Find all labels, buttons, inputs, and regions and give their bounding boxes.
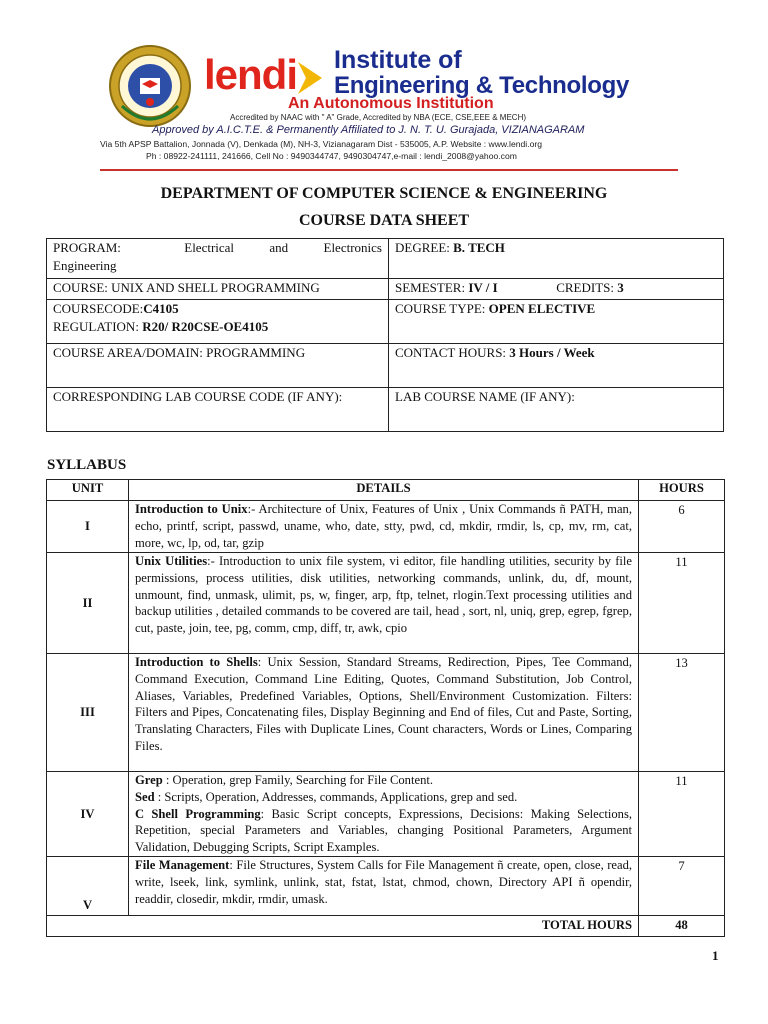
details-cell — [129, 857, 639, 916]
unit-cell: I — [47, 501, 129, 553]
topic-details: : Unix Session, Standard Streams, Redirection, Pipes, Tee Command, Command Execution, Command Line Editing, Quotes, Command Substitution, Job Control, Aliases, Variables, Predefined Variables, Options, Shell/Environment Customization. Filters: Filters and Pipes, Concatenating files, Display Beginning and End of files, Cut and Paste, Sorting, Translating Characters, Files with Duplicate Lines, Count characters, Words or Lines, Comparing Files. — [135, 655, 632, 753]
credits-value: 3 — [617, 280, 624, 295]
credits-label: CREDITS: — [556, 280, 618, 295]
department-title: DEPARTMENT OF COMPUTER SCIENCE & ENGINEERING — [160, 185, 608, 202]
lab-code-label: CORRESPONDING LAB COURSE CODE (IF ANY): — [53, 389, 343, 404]
topic-title: Sed — [135, 789, 155, 804]
course-area-cell: COURSE AREA/DOMAIN: PROGRAMMING — [47, 344, 389, 388]
contact-text: Ph : 08922-241111, 241666, Cell No : 9490344747, 9490304747,e-mail : lendi_2008@yahoo.com — [146, 151, 517, 161]
topic-title: Introduction to Shells — [135, 655, 258, 669]
page-number: 1 — [712, 948, 719, 963]
table-row — [47, 654, 725, 772]
program-word-4: Engineering — [53, 258, 117, 273]
topic-details: : Scripts, Operation, Addresses, commands, Applications, grep and sed. — [154, 789, 518, 804]
semester-cell — [389, 279, 724, 300]
topic-details: : Basic Script concepts, Expressions, Decisions: Making Selections, Repetition, special Parameters and Variables, changing Positional Parameters, Argument Validation, Debugging Scripts, Script Examples. — [135, 806, 632, 855]
course-info-table — [46, 238, 724, 432]
table-row — [47, 857, 725, 916]
column-header-details: DETAILS — [129, 480, 639, 501]
syllabus-body — [47, 501, 725, 916]
logo-arrow-icon — [296, 60, 326, 96]
details-cell — [129, 553, 639, 654]
topic-details: :- Introduction to unix file system, vi editor, file handling utilities, security by file permissions, process utilities, disk utilities, networking commands, unlink, du, df, mount, unmount, find, unmask, ulimit, ps, w, finger, arp, ftp, telnet, rlogin.Text processing utilities and backup utilities , detailed commands to be covered are tail, head , sort, nl, uniq, grep, egrep, fgrep, cut, paste, join, tee, pg, comm, cmp, diff, tr, awk, cpio — [135, 554, 632, 636]
syllabus-heading: SYLLABUS — [47, 457, 127, 473]
hours-cell: 13 — [639, 654, 725, 772]
degree-cell — [389, 239, 724, 279]
topic-title: Unix Utilities — [135, 554, 208, 568]
topic-title: Grep — [135, 773, 163, 787]
table-row — [47, 772, 725, 857]
program-word-1: Electrical — [184, 240, 235, 255]
institute-seal-icon — [108, 44, 192, 128]
degree-label: DEGREE: — [395, 240, 454, 255]
coursecode-value: C4105 — [143, 301, 179, 316]
semester-label: SEMESTER: — [395, 280, 469, 295]
contact-hours-cell — [389, 344, 724, 388]
course-type-value: OPEN ELECTIVE — [488, 301, 596, 316]
course-name-cell: COURSE: UNIX AND SHELL PROGRAMMING — [47, 279, 389, 300]
column-header-unit: UNIT — [47, 480, 129, 501]
header-divider — [100, 169, 678, 171]
details-cell — [129, 501, 639, 553]
hours-cell: 11 — [639, 553, 725, 654]
regulation-value: R20/ R20CSE-OE4105 — [142, 319, 269, 334]
contact-hours-label: CONTACT HOURS: — [395, 345, 510, 360]
approval-text: Approved by A.I.C.T.E. & Permanently Affiliated to J. N. T. U. Gurajada, VIZIANAGARAM — [152, 124, 585, 136]
course-code-cell — [47, 300, 389, 344]
address-text: Via 5th APSP Battalion, Jonnada (V), Denkada (M), NH-3, Vizianagaram Dist - 535005, A.P. Website : www.lendi.org — [100, 139, 543, 149]
details-cell — [129, 772, 639, 857]
program-label: PROGRAM: — [53, 240, 121, 255]
topic-details: : Operation, grep Family, Searching for File Content. — [162, 773, 434, 787]
topic-title: File Management — [135, 858, 230, 872]
institute-name-line1: Institute of — [334, 46, 462, 74]
accreditation-text: Accredited by NAAC with " A" Grade, Accredited by NBA (ECE, CSE,EEE & MECH) — [230, 113, 527, 122]
program-word-2: and — [269, 240, 289, 255]
regulation-label: REGULATION: — [53, 319, 143, 334]
institute-name-line2: Engineering & Technology — [334, 72, 630, 99]
column-header-hours: HOURS — [639, 480, 725, 501]
program-cell — [47, 239, 389, 279]
lab-code-cell — [47, 388, 389, 432]
unit-cell: V — [47, 857, 129, 916]
logo-wordmark: lendi — [204, 51, 298, 98]
semester-value: IV / I — [468, 280, 498, 295]
table-row — [47, 501, 725, 553]
lab-name-cell: LAB COURSE NAME (IF ANY): — [389, 388, 724, 432]
letterhead — [100, 40, 670, 170]
unit-cell: III — [47, 654, 129, 772]
total-hours-label: TOTAL HOURS — [47, 916, 639, 937]
hours-cell: 6 — [639, 501, 725, 553]
course-type-cell — [389, 300, 724, 344]
program-word-3: Electronics — [323, 240, 382, 255]
degree-value: B. TECH — [453, 240, 505, 255]
syllabus-table — [46, 479, 725, 937]
table-row — [47, 553, 725, 654]
autonomous-tagline: An Autonomous Institution — [288, 95, 494, 112]
hours-cell: 11 — [639, 772, 725, 857]
contact-hours-value: 3 Hours / Week — [509, 345, 595, 360]
topic-details: : File Structures, System Calls for File Management ñ create, open, close, read, write, lseek, link, symlink, unlink, stat, fstat, lstat, chmod, chown, Directory API ñ opendir, readdir, closedir, mkdir, rmdir, umask. — [135, 858, 633, 906]
course-type-label: COURSE TYPE: — [395, 301, 489, 316]
topic-title: Introduction to Unix — [135, 502, 248, 516]
hours-cell: 7 — [639, 857, 725, 916]
coursecode-label: COURSECODE: — [53, 301, 144, 316]
unit-cell: IV — [47, 772, 129, 857]
sheet-title: COURSE DATA SHEET — [298, 212, 470, 229]
topic-title: C Shell Programming — [135, 806, 261, 821]
details-cell — [129, 654, 639, 772]
unit-cell: II — [47, 553, 129, 654]
total-hours-value: 48 — [639, 916, 725, 937]
topic-details: :- Architecture of Unix, Features of Unix , Unix Commands ñ PATH, man, echo, printf, script, passwd, uname, who, date, stty, pwd, cd, mkdir, rmdir, ls, cp, mv, rm, cat, more, wc, lp, od, tar, gzip — [135, 502, 632, 550]
